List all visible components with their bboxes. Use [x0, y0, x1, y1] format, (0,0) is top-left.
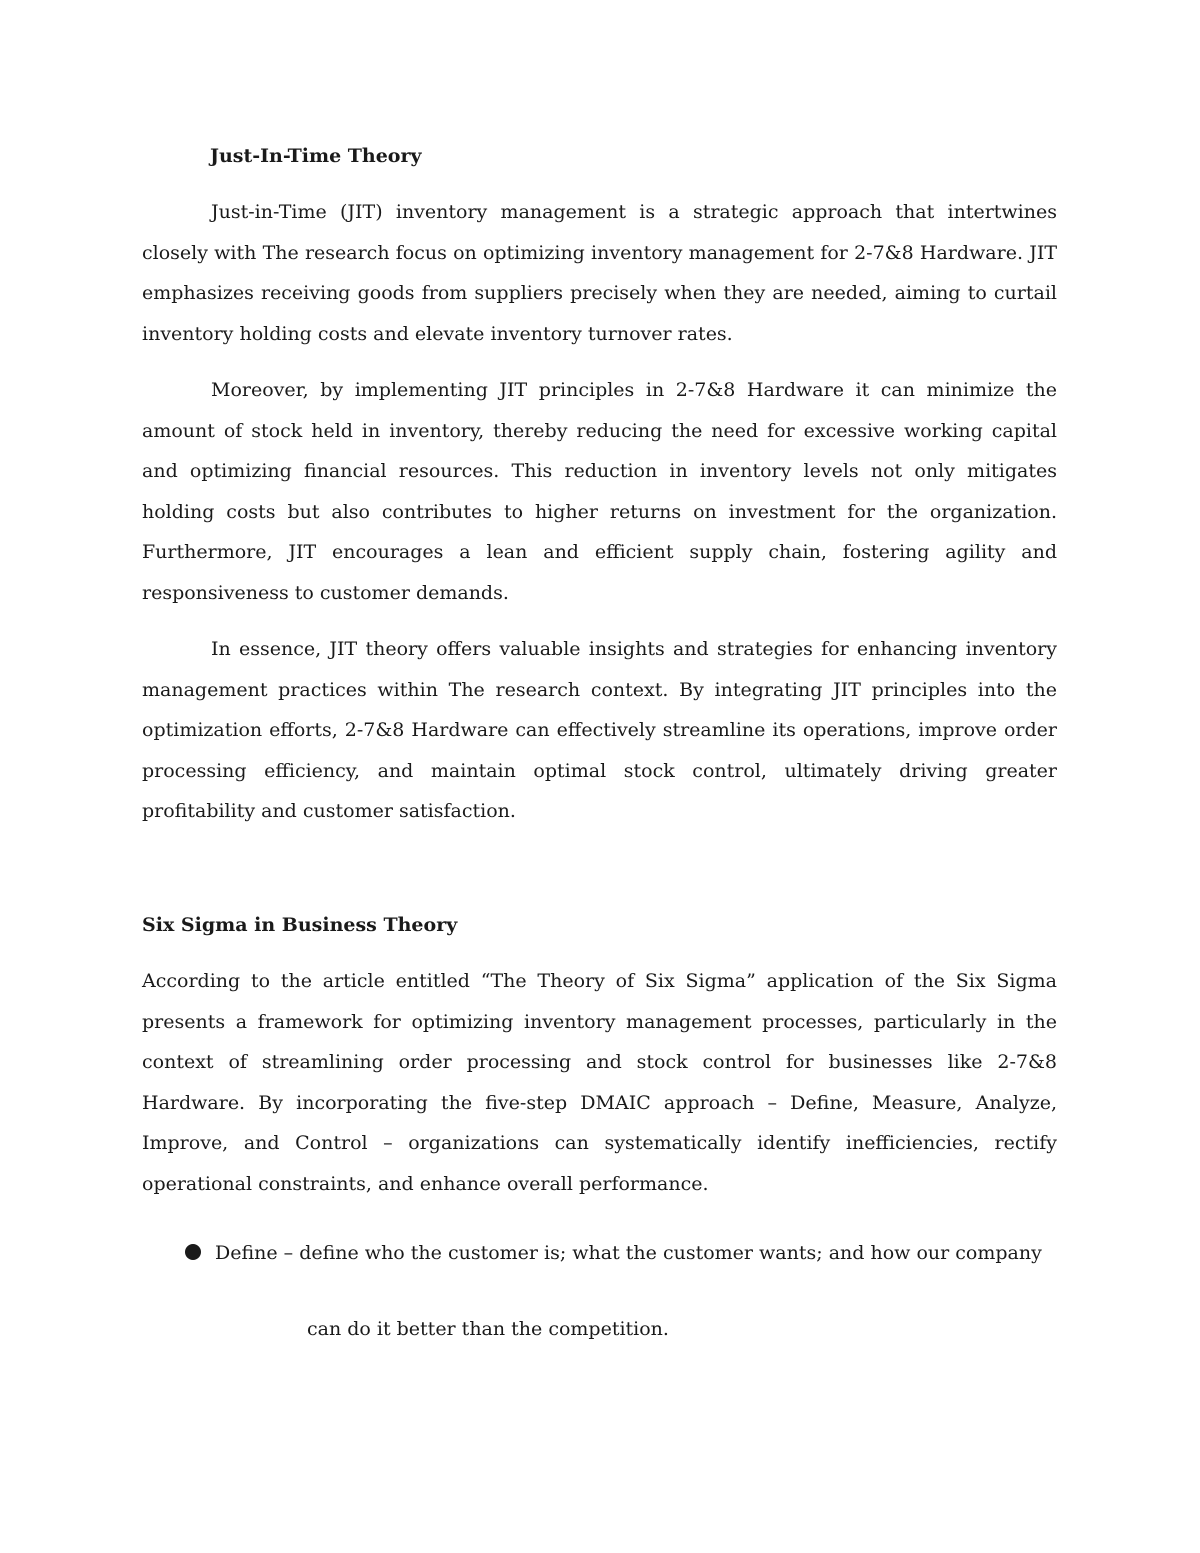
jit-paragraph-3: In essence, JIT theory offers valuable insights and strategies for enhancing inventory management practices within The research context. By integrating JIT principles into the optimization efforts, 2-7&8 Hardware can effectively streamline its operations, improve order processing efficiency, and maintain optimal stock control, ultimately driving greater profitability and customer satisfaction. — [142, 638, 1057, 823]
bullet-dot-icon — [185, 1244, 201, 1260]
jit-paragraph-1: Just-in-Time (JIT) inventory management is a strategic approach that intertwines closely with The research focus on optimizing inventory management for 2-7&8 Hardware. JIT emphasizes receiving goods from suppliers precisely when they are needed, aiming to curtail inventory holding costs and elevate inventory turnover rates. — [142, 201, 1057, 345]
jit-heading: Just-In-Time Theory — [210, 145, 422, 167]
define-bullet-continuation: can do it better than the competition. — [307, 1318, 669, 1340]
six-sigma-heading: Six Sigma in Business Theory — [142, 914, 458, 936]
define-bullet-text: Define – define who the customer is; what the customer wants; and how our company — [215, 1242, 1042, 1264]
six-sigma-paragraph: According to the article entitled “The Theory of Six Sigma” application of the Six Sigma presents a framework for optimizing inventory management processes, particularly in the context of streamlining order processing and stock control for businesses like 2-7&8 Hardware. By incorporating the five-step DMAIC approach – Define, Measure, Analyze, Improve, and Control – organizations can systematically identify inefficiencies, rectify operational constraints, and enhance overall performance. — [142, 970, 1057, 1195]
define-bullet-item — [185, 1238, 1085, 1268]
jit-paragraph-2: Moreover, by implementing JIT principles in 2-7&8 Hardware it can minimize the amount of stock held in inventory, thereby reducing the need for excessive working capital and optimizing financial resources. This reduction in inventory levels not only mitigates holding costs but also contributes to higher returns on investment for the organization. Furthermore, JIT encourages a lean and efficient supply chain, fostering agility and responsiveness to customer demands. — [142, 379, 1057, 604]
